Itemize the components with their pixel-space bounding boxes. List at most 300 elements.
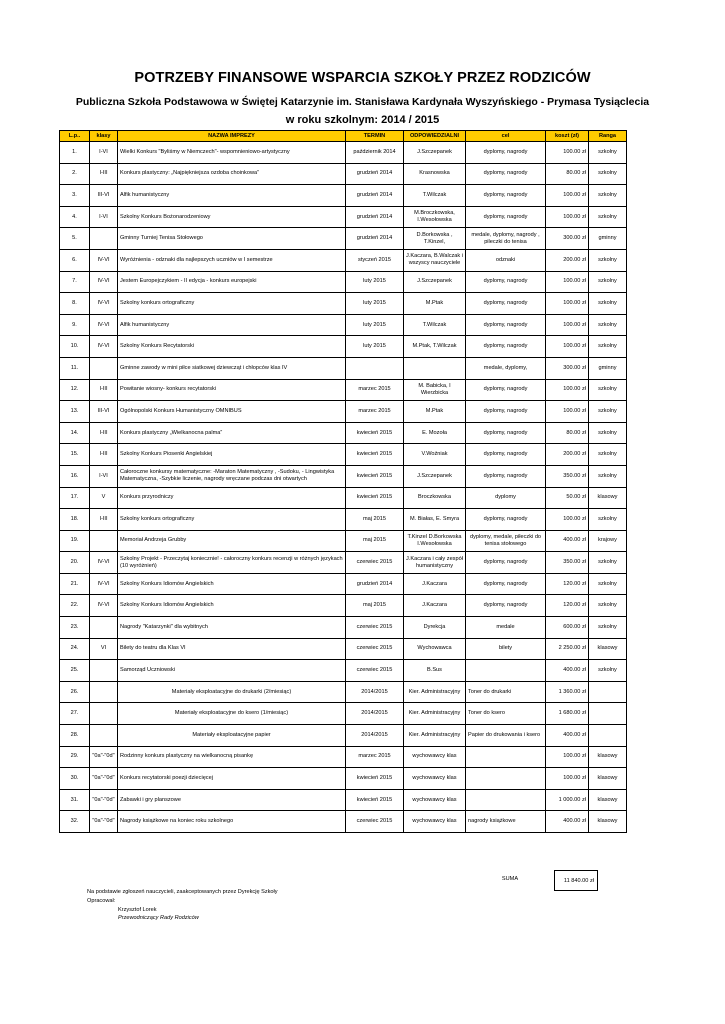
cell-lp: 27. <box>60 703 90 725</box>
cell-nazwa: Wielki Konkurs "Byliśmy w Niemczech"- wspomnieniowo-artystyczny <box>118 142 346 164</box>
cell-koszt: 50.00 zł <box>546 487 589 509</box>
cell-odpowiedzialni: wychowawcy klas <box>404 811 466 833</box>
funding-table <box>59 130 627 833</box>
cell-ranga: szkolny <box>589 617 627 639</box>
cell-ranga: szkolny <box>589 552 627 574</box>
cell-nazwa: Szkolny Projekt - Przeczytaj koniecznie! - całoroczny konkurs recenzji w różnych językach (10 wyróżnień) <box>118 552 346 574</box>
cell-odpowiedzialni: E. Mozoła <box>404 422 466 444</box>
cell-termin: kwiecień 2015 <box>346 444 404 466</box>
cell-nazwa: Konkurs plastyczny: „Najpiękniejsza ozdoba choinkowa” <box>118 163 346 185</box>
cell-koszt: 1 680.00 zł <box>546 703 589 725</box>
footer-name: Krzysztof Lorek <box>118 906 157 913</box>
cell-klasy <box>90 617 118 639</box>
cell-cel: dyplomy, nagrody <box>466 509 546 531</box>
cell-ranga: szkolny <box>589 185 627 207</box>
cell-nazwa: Materiały eksploatacyjne papier <box>118 725 346 747</box>
cell-lp: 26. <box>60 681 90 703</box>
cell-termin: maj 2015 <box>346 595 404 617</box>
cell-nazwa: Alfik humanistyczny <box>118 185 346 207</box>
cell-ranga: szkolny <box>589 401 627 423</box>
table-row <box>60 142 627 164</box>
cell-cel: dyplomy, nagrody <box>466 271 546 293</box>
cell-lp: 18. <box>60 509 90 531</box>
cell-klasy: VI <box>90 638 118 660</box>
cell-ranga <box>589 703 627 725</box>
cell-ranga: szkolny <box>589 314 627 336</box>
cell-nazwa: Materiały eksploatacyjne do ksero (1/miesiąc) <box>118 703 346 725</box>
cell-klasy: III-VI <box>90 401 118 423</box>
cell-ranga <box>589 725 627 747</box>
cell-termin: czerwiec 2015 <box>346 660 404 682</box>
cell-nazwa: Rodzinny konkurs plastyczny na wielkanocną pisankę <box>118 746 346 768</box>
cell-klasy: I-VI <box>90 465 118 487</box>
cell-lp: 28. <box>60 725 90 747</box>
cell-koszt: 1 360.00 zł <box>546 681 589 703</box>
cell-ranga: szkolny <box>589 660 627 682</box>
cell-koszt: 80.00 zł <box>546 163 589 185</box>
cell-odpowiedzialni <box>404 357 466 379</box>
cell-koszt: 400.00 zł <box>546 530 589 552</box>
cell-ranga: szkolny <box>589 465 627 487</box>
cell-nazwa: Konkurs recytatorski poezji dziecięcej <box>118 768 346 790</box>
table-body <box>60 142 627 833</box>
cell-odpowiedzialni: T.Wilczak <box>404 314 466 336</box>
table-row <box>60 617 627 639</box>
cell-klasy <box>90 357 118 379</box>
summary <box>466 870 598 891</box>
cell-nazwa: Bilety do teatru dla Klas VI <box>118 638 346 660</box>
cell-koszt: 100.00 zł <box>546 768 589 790</box>
table-row <box>60 552 627 574</box>
cell-nazwa: Szkolny Konkurs Idiomów Angielskich <box>118 573 346 595</box>
cell-termin: kwiecień 2015 <box>346 768 404 790</box>
cell-termin: maj 2015 <box>346 509 404 531</box>
cell-koszt: 100.00 zł <box>546 509 589 531</box>
table-row <box>60 487 627 509</box>
cell-cel: dyplomy, nagrody <box>466 465 546 487</box>
table-row <box>60 249 627 271</box>
cell-koszt: 100.00 zł <box>546 314 589 336</box>
table-row <box>60 703 627 725</box>
table-row <box>60 595 627 617</box>
cell-koszt: 350.00 zł <box>546 465 589 487</box>
cell-koszt: 100.00 zł <box>546 401 589 423</box>
cell-klasy: IV-VI <box>90 336 118 358</box>
cell-cel: dyplomy, nagrody <box>466 293 546 315</box>
cell-odpowiedzialni: B.Sus <box>404 660 466 682</box>
cell-ranga: klasowy <box>589 789 627 811</box>
cell-klasy <box>90 228 118 250</box>
cell-koszt: 600.00 zł <box>546 617 589 639</box>
cell-ranga: szkolny <box>589 509 627 531</box>
cell-lp: 21. <box>60 573 90 595</box>
cell-odpowiedzialni: T.Wilczak <box>404 185 466 207</box>
cell-odpowiedzialni: M. Białas, E. Smyra <box>404 509 466 531</box>
cell-nazwa: Alfik humanistyczny <box>118 314 346 336</box>
table-row <box>60 509 627 531</box>
cell-koszt: 300.00 zł <box>546 357 589 379</box>
cell-lp: 15. <box>60 444 90 466</box>
cell-lp: 4. <box>60 206 90 228</box>
cell-odpowiedzialni: J.Kaczara <box>404 595 466 617</box>
cell-cel: bilety <box>466 638 546 660</box>
cell-cel: dyplomy, nagrody <box>466 336 546 358</box>
cell-koszt: 400.00 zł <box>546 725 589 747</box>
header-lp: L.p.. <box>60 131 90 142</box>
cell-odpowiedzialni: Krasnowska <box>404 163 466 185</box>
cell-ranga: szkolny <box>589 206 627 228</box>
cell-klasy <box>90 703 118 725</box>
cell-klasy: I-III <box>90 422 118 444</box>
cell-odpowiedzialni: Kier. Administracyjny <box>404 725 466 747</box>
table-row <box>60 228 627 250</box>
header-termin: TERMIN <box>346 131 404 142</box>
cell-cel: dyplomy, nagrody <box>466 401 546 423</box>
cell-ranga: klasowy <box>589 746 627 768</box>
table-row <box>60 768 627 790</box>
cell-termin: marzec 2015 <box>346 746 404 768</box>
cell-cel: dyplomy, nagrody <box>466 185 546 207</box>
cell-termin: luty 2015 <box>346 336 404 358</box>
table-row <box>60 401 627 423</box>
table-row <box>60 811 627 833</box>
cell-lp: 20. <box>60 552 90 574</box>
header-ranga: Ranga <box>589 131 627 142</box>
cell-lp: 12. <box>60 379 90 401</box>
cell-odpowiedzialni: wychowawcy klas <box>404 789 466 811</box>
cell-nazwa: Ogólnopolski Konkurs Humanistyczny OMNIBUS <box>118 401 346 423</box>
summary-value: 11 840.00 zł <box>554 870 598 891</box>
cell-odpowiedzialni: wychowawcy klas <box>404 746 466 768</box>
cell-odpowiedzialni: M. Babicka, I Wierzbicka <box>404 379 466 401</box>
cell-lp: 29. <box>60 746 90 768</box>
cell-cel: dyplomy, nagrody <box>466 379 546 401</box>
cell-cel <box>466 746 546 768</box>
cell-klasy <box>90 681 118 703</box>
cell-odpowiedzialni: J.Szczepanek <box>404 465 466 487</box>
cell-nazwa: Szkolny Konkurs Recytatorski <box>118 336 346 358</box>
cell-odpowiedzialni: D.Borkowska , T.Kinzel, <box>404 228 466 250</box>
cell-cel: dyplomy, nagrody <box>466 163 546 185</box>
cell-lp: 22. <box>60 595 90 617</box>
table-row <box>60 314 627 336</box>
cell-ranga <box>589 681 627 703</box>
cell-lp: 6. <box>60 249 90 271</box>
cell-cel <box>466 789 546 811</box>
table-row <box>60 357 627 379</box>
cell-ranga: szkolny <box>589 293 627 315</box>
cell-klasy: I-VI <box>90 206 118 228</box>
cell-lp: 11. <box>60 357 90 379</box>
table-row <box>60 271 627 293</box>
table-row <box>60 163 627 185</box>
cell-koszt: 100.00 zł <box>546 336 589 358</box>
cell-cel: dyplomy, medale, piłeczki do tenisa stołowego <box>466 530 546 552</box>
cell-termin: grudzień 2014 <box>346 163 404 185</box>
cell-cel: dyplomy, nagrody <box>466 142 546 164</box>
cell-koszt: 100.00 zł <box>546 206 589 228</box>
cell-nazwa: Memoriał Andrzeja Grubby <box>118 530 346 552</box>
cell-termin <box>346 357 404 379</box>
table-row <box>60 660 627 682</box>
cell-koszt: 100.00 zł <box>546 293 589 315</box>
cell-klasy: IV-VI <box>90 595 118 617</box>
cell-lp: 1. <box>60 142 90 164</box>
cell-nazwa: Szkolny Konkurs Bożonarodzeniowy <box>118 206 346 228</box>
cell-koszt: 120.00 zł <box>546 573 589 595</box>
cell-klasy: I-VI <box>90 142 118 164</box>
cell-odpowiedzialni: J.Szczepanek <box>404 142 466 164</box>
cell-klasy: I-III <box>90 509 118 531</box>
cell-odpowiedzialni: M.Ptak <box>404 401 466 423</box>
cell-termin: kwiecień 2015 <box>346 789 404 811</box>
cell-termin: czerwiec 2015 <box>346 638 404 660</box>
cell-cel: nagrody książkowe <box>466 811 546 833</box>
cell-koszt: 120.00 zł <box>546 595 589 617</box>
cell-lp: 14. <box>60 422 90 444</box>
cell-ranga: gminny <box>589 357 627 379</box>
cell-odpowiedzialni: M.Ptak, T.Wilczak <box>404 336 466 358</box>
table-row <box>60 293 627 315</box>
cell-cel: medale, dyplomy, nagrody , pileczki do tenisa <box>466 228 546 250</box>
cell-termin: luty 2015 <box>346 271 404 293</box>
table-row <box>60 422 627 444</box>
cell-ranga: klasowy <box>589 811 627 833</box>
cell-cel: dyplomy, nagrody <box>466 206 546 228</box>
cell-odpowiedzialni: M.Broczkowska, I.Wesołowska <box>404 206 466 228</box>
cell-termin: 2014/2015 <box>346 703 404 725</box>
cell-lp: 5. <box>60 228 90 250</box>
cell-cel: dyplomy, nagrody <box>466 314 546 336</box>
table-row <box>60 444 627 466</box>
cell-cel: Toner do drukarki <box>466 681 546 703</box>
cell-nazwa: Powitanie wiosny- konkurs recytatorski <box>118 379 346 401</box>
cell-cel: medale <box>466 617 546 639</box>
summary-label: SUMA <box>501 876 519 882</box>
cell-lp: 10. <box>60 336 90 358</box>
table-row <box>60 336 627 358</box>
cell-ranga: szkolny <box>589 422 627 444</box>
cell-nazwa: Gminne zawody w mini piłce siatkowej dziewcząt i chłopców klas IV <box>118 357 346 379</box>
cell-cel: Papier do drukowania i ksero <box>466 725 546 747</box>
cell-klasy: V <box>90 487 118 509</box>
cell-termin: luty 2015 <box>346 293 404 315</box>
cell-termin: czerwiec 2015 <box>346 617 404 639</box>
cell-koszt: 100.00 zł <box>546 142 589 164</box>
cell-lp: 17. <box>60 487 90 509</box>
cell-ranga: szkolny <box>589 444 627 466</box>
cell-cel: dyplomy, nagrody <box>466 444 546 466</box>
cell-klasy: IV-VI <box>90 249 118 271</box>
cell-ranga: klasowy <box>589 487 627 509</box>
cell-termin: kwiecień 2015 <box>346 422 404 444</box>
cell-termin: październik 2014 <box>346 142 404 164</box>
header-nazwa: NAZWA IMPREZY <box>118 131 346 142</box>
cell-koszt: 100.00 zł <box>546 271 589 293</box>
cell-koszt: 2 250.00 zł <box>546 638 589 660</box>
cell-ranga: szkolny <box>589 163 627 185</box>
footer-prepared: Opracował: <box>87 897 116 904</box>
cell-cel <box>466 768 546 790</box>
header-koszt: koszt (zł) <box>546 131 589 142</box>
cell-nazwa: Szkolny Konkurs Piosenki Angielskiej <box>118 444 346 466</box>
cell-koszt: 100.00 zł <box>546 185 589 207</box>
cell-odpowiedzialni: Kier. Administracyjny <box>404 703 466 725</box>
cell-ranga: szkolny <box>589 271 627 293</box>
cell-ranga: szkolny <box>589 249 627 271</box>
cell-koszt: 200.00 zł <box>546 444 589 466</box>
header-klasy: klasy <box>90 131 118 142</box>
cell-odpowiedzialni: Broczkowska <box>404 487 466 509</box>
header-odpowiedzialni: ODPOWIEDZIALNI <box>404 131 466 142</box>
cell-termin: styczeń 2015 <box>346 249 404 271</box>
table-row <box>60 746 627 768</box>
cell-ranga: gminny <box>589 228 627 250</box>
cell-klasy: "0a"-"0d" <box>90 746 118 768</box>
cell-odpowiedzialni: M.Ptak <box>404 293 466 315</box>
cell-lp: 24. <box>60 638 90 660</box>
cell-nazwa: Szkolny Konkurs Idiomów Angielskich <box>118 595 346 617</box>
cell-koszt: 80.00 zł <box>546 422 589 444</box>
cell-nazwa: Wyróżnienia - odznaki dla najlepszych uczniów w I semestrze <box>118 249 346 271</box>
footer <box>87 888 278 923</box>
cell-nazwa: Szkolny konkurs ortograficzny <box>118 509 346 531</box>
cell-odpowiedzialni: Kier. Administracyjny <box>404 681 466 703</box>
cell-klasy: IV-VI <box>90 573 118 595</box>
cell-odpowiedzialni: T.Kinzel D.Borkowska I.Wesołowska <box>404 530 466 552</box>
cell-odpowiedzialni: J.Kaczara i cały zespół humanistyczny <box>404 552 466 574</box>
cell-cel: dyplomy, nagrody <box>466 573 546 595</box>
cell-lp: 32. <box>60 811 90 833</box>
cell-cel: dyplomy, nagrody <box>466 552 546 574</box>
cell-odpowiedzialni: J.Szczepanek <box>404 271 466 293</box>
cell-koszt: 400.00 zł <box>546 660 589 682</box>
cell-nazwa: Nagrody książkowe na koniec roku szkolnego <box>118 811 346 833</box>
cell-lp: 31. <box>60 789 90 811</box>
cell-ranga: szkolny <box>589 379 627 401</box>
footer-note: Na podstawie zgłoszeń nauczycieli, zaakceptowanych przez Dyrekcję Szkoły <box>87 889 278 895</box>
cell-odpowiedzialni: J.Kaczara, B.Walczak i wszyscy nauczyciele <box>404 249 466 271</box>
cell-lp: 7. <box>60 271 90 293</box>
cell-lp: 23. <box>60 617 90 639</box>
table-header-row <box>60 131 627 142</box>
table-row <box>60 530 627 552</box>
table-row <box>60 638 627 660</box>
cell-ranga: szkolny <box>589 336 627 358</box>
footer-role: Przewodniczący Rady Rodziców <box>118 915 199 922</box>
cell-klasy <box>90 725 118 747</box>
table-row <box>60 185 627 207</box>
header-cel: cel <box>466 131 546 142</box>
cell-klasy: IV-VI <box>90 293 118 315</box>
cell-nazwa: Konkurs przyrodniczy <box>118 487 346 509</box>
cell-odpowiedzialni: Wychowawca <box>404 638 466 660</box>
cell-lp: 16. <box>60 465 90 487</box>
cell-termin: czerwiec 2015 <box>346 552 404 574</box>
cell-ranga: szkolny <box>589 595 627 617</box>
cell-nazwa: Konkurs plastyczny „Wielkanocna palma” <box>118 422 346 444</box>
cell-koszt: 100.00 zł <box>546 746 589 768</box>
cell-lp: 30. <box>60 768 90 790</box>
cell-lp: 8. <box>60 293 90 315</box>
cell-termin: maj 2015 <box>346 530 404 552</box>
cell-klasy: "0a"-"0d" <box>90 789 118 811</box>
cell-nazwa: Całoroczne konkursy matematyczne: -Maraton Matematyczny , -Sudoku, - Lingwistyka Matematyczna, -Szybkie liczenie, nagrody wręczane podczas dni otwartych <box>118 465 346 487</box>
school-year: w roku szkolnym: 2014 / 2015 <box>285 114 440 126</box>
cell-odpowiedzialni: J.Kaczara <box>404 573 466 595</box>
cell-cel: odznaki <box>466 249 546 271</box>
cell-lp: 2. <box>60 163 90 185</box>
cell-termin: luty 2015 <box>346 314 404 336</box>
cell-klasy: IV-VI <box>90 314 118 336</box>
cell-ranga: krajowy <box>589 530 627 552</box>
cell-nazwa: Samorząd Uczniowski <box>118 660 346 682</box>
table-row <box>60 379 627 401</box>
cell-koszt: 350.00 zł <box>546 552 589 574</box>
cell-koszt: 200.00 zł <box>546 249 589 271</box>
cell-klasy: "0a"-"0d" <box>90 811 118 833</box>
cell-cel: dyplomy, nagrody <box>466 595 546 617</box>
cell-odpowiedzialni: V.Woźniak <box>404 444 466 466</box>
cell-koszt: 100.00 zł <box>546 379 589 401</box>
cell-cel: dyplomy, nagrody <box>466 422 546 444</box>
document-title: POTRZEBY FINANSOWE WSPARCIA SZKOŁY PRZEZ RODZICÓW <box>134 70 591 86</box>
cell-klasy: IV-VI <box>90 552 118 574</box>
cell-nazwa: Jestem Europejczykiem - II edycja - konkurs europejski <box>118 271 346 293</box>
cell-ranga: szkolny <box>589 142 627 164</box>
school-name: Publiczna Szkoła Podstawowa w Świętej Katarzynie im. Stanisława Kardynała Wyszyńskiego - Prymasa Tysiąclecia <box>75 96 650 108</box>
table-row <box>60 465 627 487</box>
cell-koszt: 1 000.00 zł <box>546 789 589 811</box>
cell-odpowiedzialni: wychowawcy klas <box>404 768 466 790</box>
cell-nazwa: Nagrody "Katarzynki" dla wybitnych <box>118 617 346 639</box>
cell-klasy <box>90 530 118 552</box>
cell-klasy: I-III <box>90 163 118 185</box>
cell-ranga: szkolny <box>589 573 627 595</box>
cell-ranga: klasowy <box>589 768 627 790</box>
cell-cel: medale, dyplomy, <box>466 357 546 379</box>
cell-koszt: 400.00 zł <box>546 811 589 833</box>
cell-termin: grudzień 2014 <box>346 228 404 250</box>
table-row <box>60 206 627 228</box>
cell-lp: 25. <box>60 660 90 682</box>
cell-termin: 2014/2015 <box>346 725 404 747</box>
cell-cel: Toner do ksero <box>466 703 546 725</box>
cell-lp: 13. <box>60 401 90 423</box>
cell-termin: kwiecień 2015 <box>346 465 404 487</box>
cell-nazwa: Szkolny konkurs ortograficzny <box>118 293 346 315</box>
cell-termin: czerwiec 2015 <box>346 811 404 833</box>
cell-klasy: IV-VI <box>90 271 118 293</box>
cell-nazwa: Materiały eksploatacyjne do drukarki (2/miesiąc) <box>118 681 346 703</box>
cell-termin: grudzień 2014 <box>346 573 404 595</box>
cell-klasy: III-VI <box>90 185 118 207</box>
cell-termin: 2014/2015 <box>346 681 404 703</box>
cell-nazwa: Gminny Turniej Tenisa Stołowego <box>118 228 346 250</box>
cell-lp: 19. <box>60 530 90 552</box>
cell-lp: 9. <box>60 314 90 336</box>
cell-termin: grudzień 2014 <box>346 185 404 207</box>
cell-klasy: I-III <box>90 444 118 466</box>
cell-termin: marzec 2015 <box>346 401 404 423</box>
cell-cel: dyplomy <box>466 487 546 509</box>
cell-klasy: I-III <box>90 379 118 401</box>
cell-termin: kwiecień 2015 <box>346 487 404 509</box>
cell-termin: marzec 2015 <box>346 379 404 401</box>
cell-ranga: klasowy <box>589 638 627 660</box>
cell-nazwa: Zabawki i gry planszowe <box>118 789 346 811</box>
cell-termin: grudzień 2014 <box>346 206 404 228</box>
